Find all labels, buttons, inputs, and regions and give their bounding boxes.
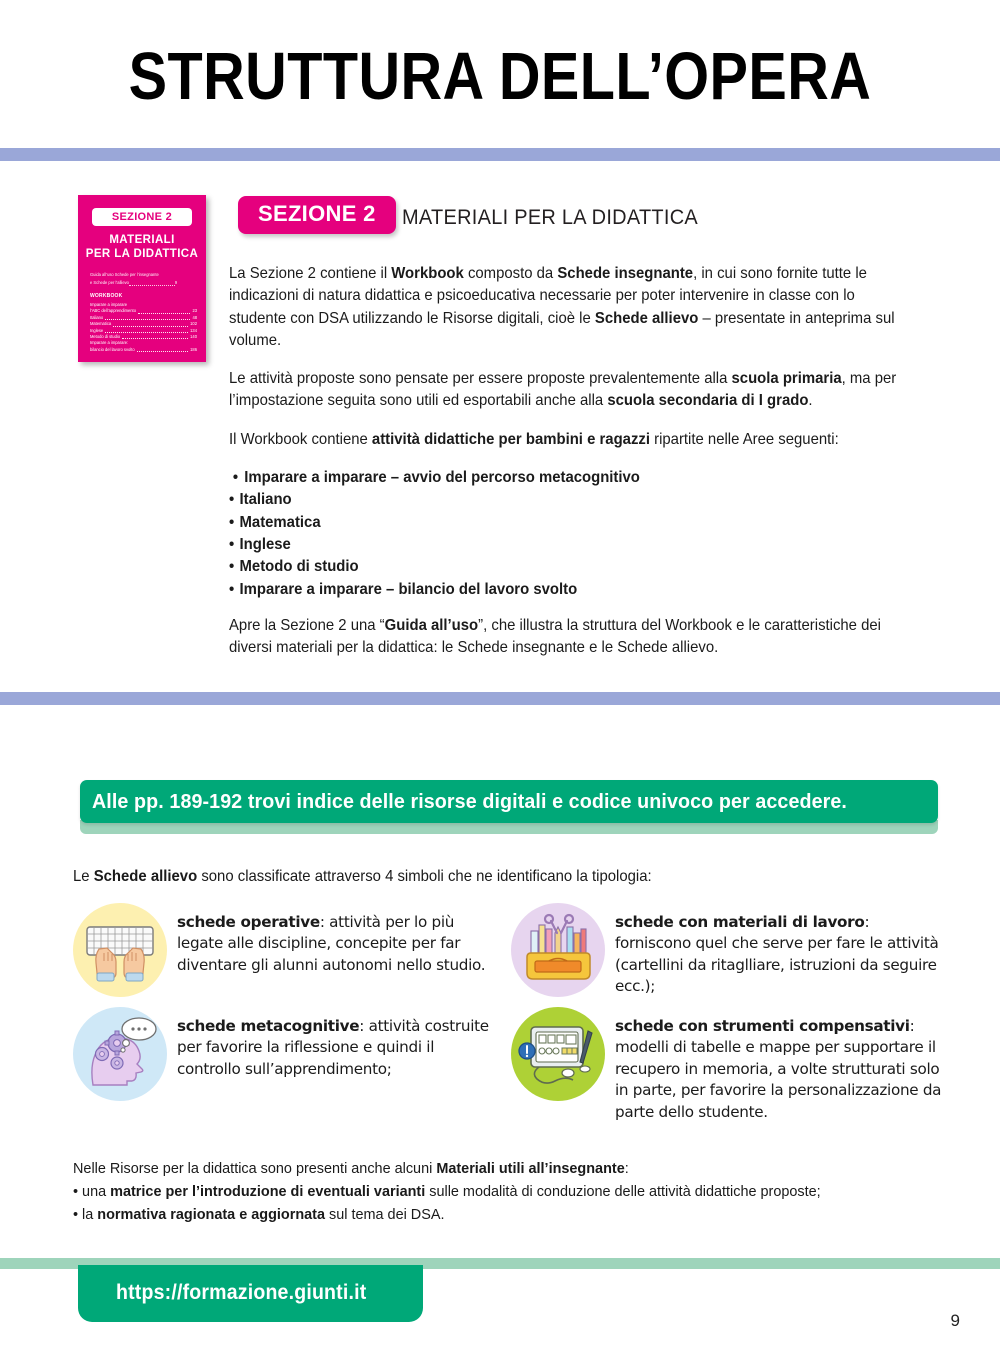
- text-run: • la: [73, 1206, 98, 1223]
- text-run: :: [624, 1160, 629, 1177]
- area-list: [229, 467, 904, 601]
- cover-toc-page: 140: [190, 334, 197, 340]
- cover-dot-leader: [105, 316, 190, 320]
- area-list-item: • Imparare a imparare – avvio del percorso metacognitivo: [229, 467, 904, 489]
- cover-subtitle-line2: e Schede per l’allievo: [90, 279, 129, 285]
- footer-url-pill[interactable]: [78, 1265, 423, 1322]
- paragraph-3: [229, 429, 904, 451]
- pencil-case-icon: [511, 903, 605, 997]
- cover-toc-label: Metodo di studio: [90, 334, 121, 340]
- hands-typing-keyboard-icon: [73, 903, 167, 997]
- materiali-insegnante-note: [73, 1157, 900, 1226]
- cover-toc-heading: WORKBOOK: [90, 293, 123, 299]
- area-list-item: • Italiano: [229, 489, 904, 511]
- text-run-bold: Guida all’uso: [384, 616, 479, 634]
- text-run: • una: [73, 1183, 111, 1200]
- footer-url-link[interactable]: https://formazione.giunti.it: [116, 1281, 367, 1304]
- text-run-bold: normativa ragionata e aggiornata: [97, 1206, 326, 1223]
- text-run: Il Workbook contiene: [229, 430, 372, 448]
- text-run: Nelle Risorse per la didattica sono presenti anche alcuni: [73, 1160, 437, 1177]
- cover-toc-page: 102: [190, 321, 197, 327]
- text-run-bold: Schede allievo: [594, 309, 699, 327]
- cover-toc-page: 186: [190, 346, 197, 352]
- text-run: – presentate in anteprima sul volume.: [229, 309, 895, 349]
- cover-dot-leader: [138, 310, 190, 314]
- cover-toc-label: Matematica: [90, 321, 112, 327]
- card-schede-operative: [73, 903, 498, 997]
- text-run-bold: scuola primaria: [731, 370, 842, 388]
- cover-toc-label: Inglese: [90, 327, 104, 333]
- text-run: , ma per l’impostazione seguita sono utili ed esportabili anche alla: [229, 370, 897, 410]
- cover-title-line2: PER LA DIDATTICA: [85, 248, 199, 260]
- cover-toc-label: l’ABC dell’apprendimento: [90, 308, 136, 314]
- text-run-bold: matrice per l’introduzione di eventuali varianti: [110, 1183, 426, 1200]
- text-run-bold: attività didattiche per bambini e ragazzi: [371, 430, 650, 448]
- cover-dot-leader: [105, 329, 188, 333]
- card-schede-strumenti-compensativi: [511, 1007, 943, 1123]
- section-heading: MATERIALI PER LA DIDATTICA: [402, 206, 699, 229]
- cover-subtitle: [90, 271, 196, 286]
- area-list-item: • Metodo di studio: [229, 556, 904, 578]
- text-run-bold: Materiali utili all’insegnante: [436, 1160, 625, 1177]
- banner-text: Alle pp. 189-192 trovi indice delle risorse digitali e codice univoco per accedere.: [92, 790, 848, 813]
- text-run: sono classificate attraverso 4 simboli che ne identificano la tipologia:: [197, 868, 652, 885]
- paragraph-2: [229, 368, 904, 413]
- divider-top: [0, 148, 1000, 161]
- cover-toc-label: Imparare a imparare: [90, 302, 128, 307]
- cover-title: [84, 233, 200, 261]
- resources-banner: [80, 780, 938, 823]
- cover-toc-label: Italiano: [90, 314, 104, 320]
- card-text: [177, 1007, 498, 1080]
- text-run: composto da: [463, 265, 558, 282]
- text-run: sul tema dei DSA.: [325, 1206, 445, 1223]
- card-description: : attività costruite per favorire la riflessione e quindi il controllo sull’apprendimento;: [177, 1017, 489, 1078]
- cover-subtitle-page: 9: [174, 279, 178, 285]
- card-schede-metacognitive: [73, 1007, 498, 1101]
- note-lead: [73, 1157, 900, 1180]
- note-bullet-1: [73, 1180, 900, 1203]
- text-run: , in cui sono fornite tutte le indicazioni di natura didattica e psicoeducativa necessarie per poter intervenire in classe con lo studente con DSA utilizzando le Risorse digitali, cioè le: [229, 265, 867, 327]
- text-run: ripartite nelle Aree seguenti:: [649, 430, 839, 448]
- section-badge: SEZIONE 2: [238, 196, 396, 234]
- text-run: Le: [73, 868, 94, 885]
- cover-toc-page: 23: [192, 308, 197, 314]
- area-list-item: • Inglese: [229, 534, 904, 556]
- head-with-gears-icon: [73, 1007, 167, 1101]
- cover-toc-page: 134: [190, 327, 197, 333]
- text-run: Apre la Sezione 2 una “: [229, 616, 385, 634]
- paragraph-4: [229, 615, 904, 660]
- cover-dot-leader: [113, 323, 188, 327]
- section-body: [229, 263, 904, 659]
- card-text: [615, 1007, 943, 1123]
- cover-title-line1: MATERIALI: [109, 234, 175, 246]
- area-list-item: • Imparare a imparare – bilancio del lavoro svolto: [229, 579, 904, 601]
- page-number: 9: [950, 1311, 960, 1330]
- text-run: sulle modalità di conduzione delle attività didattiche proposte;: [425, 1183, 821, 1200]
- cover-toc-row: [90, 347, 197, 353]
- cover-toc-label: Imparare a imparare:: [90, 340, 129, 346]
- card-description: : attività per lo più legate alle discipline, concepite per far diventare gli alunni autonomi nello studio.: [177, 913, 486, 974]
- cover-section-badge: SEZIONE 2: [92, 208, 192, 226]
- card-label-bold: schede metacognitive: [177, 1017, 360, 1035]
- area-list-item: • Matematica: [229, 512, 904, 534]
- cover-dot-leader: [129, 279, 178, 286]
- card-text: [615, 903, 943, 998]
- card-label-bold: schede operative: [177, 913, 320, 931]
- cover-subtitle-line1: Guida all’uso Schede per l’insegnante: [90, 272, 159, 277]
- note-bullet-2: [73, 1203, 900, 1226]
- divider-bottom: [0, 692, 1000, 705]
- page-title: STRUTTURA DELL’OPERA: [128, 39, 872, 114]
- cover-toc-label: bilancio del lavoro svolto: [90, 346, 135, 352]
- paragraph-1: [229, 263, 904, 352]
- text-run-bold: Workbook: [391, 265, 464, 282]
- text-run-bold: Schede insegnante: [557, 265, 694, 282]
- card-schede-materiali-lavoro: [511, 903, 943, 998]
- graphics-tablet-icon: [511, 1007, 605, 1101]
- text-run: Le attività proposte sono pensate per essere proposte prevalentemente alla: [229, 370, 732, 388]
- cover-dot-leader: [137, 348, 189, 352]
- card-description: : modelli di tabelle e mappe per supportare il recupero in memoria, a volte strutturati solo in parte, per favorire la personalizzazione da parte dello studente.: [615, 1017, 942, 1121]
- text-run: .: [808, 392, 813, 410]
- text-run: ”, che illustra la struttura del Workbook e le caratteristiche dei diversi materiali per la didattica: le Schede insegnante e le Schede allievo.: [229, 616, 881, 657]
- schede-allievo-intro: [73, 866, 894, 888]
- cover-dot-leader: [122, 335, 188, 339]
- card-label-bold: schede con materiali di lavoro: [615, 913, 865, 931]
- card-description: : forniscono quel che serve per fare le attività (cartellini da ritaglliare, istruzioni da seguire ecc.);: [615, 913, 939, 996]
- card-label-bold: schede con strumenti compensativi: [615, 1017, 910, 1035]
- book-cover-thumbnail: [78, 195, 206, 362]
- card-text: [177, 903, 498, 976]
- cover-toc: [90, 302, 197, 353]
- text-run-bold: scuola secondaria di I grado: [607, 392, 809, 410]
- cover-toc-page: 48: [192, 314, 197, 320]
- text-run-bold: Schede allievo: [93, 868, 198, 885]
- text-run: La Sezione 2 contiene il: [229, 265, 392, 282]
